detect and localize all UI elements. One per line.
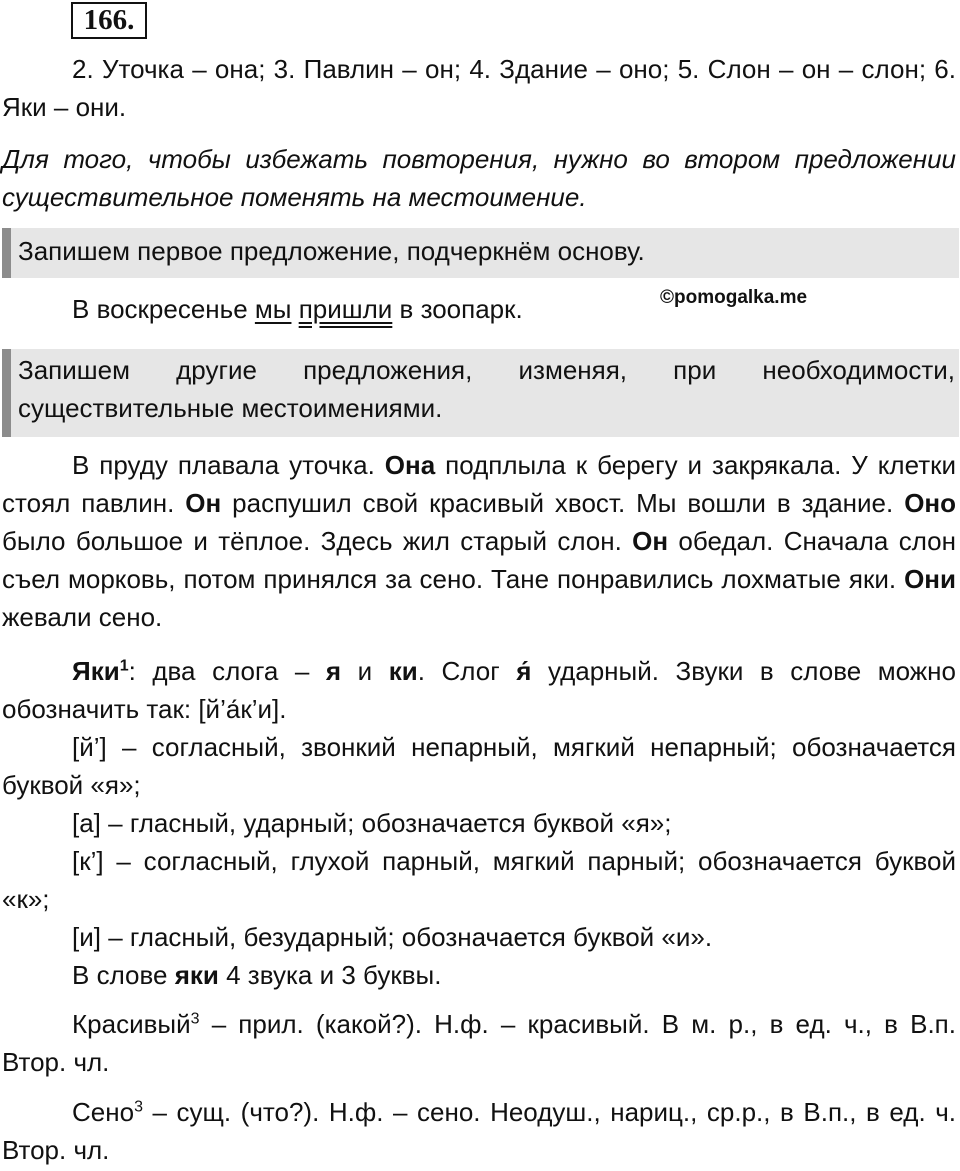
- sentence-subject: мы: [254, 294, 292, 324]
- watermark: ©pomogalka.me: [660, 287, 808, 308]
- phonetic-text: : два слога –: [128, 656, 326, 686]
- footnote-mark: 3: [190, 1010, 200, 1028]
- morph-text: – прил. (какой?). Н.ф. – красивый. В м. р., в ед. ч., в В.п. Втор. чл.: [2, 1009, 956, 1077]
- summary-text: В слове: [72, 960, 175, 990]
- sound-summary: [2, 956, 956, 994]
- story-text: было большое и тёплое. Здесь жил старый слон.: [2, 526, 633, 556]
- sentence-space: [291, 294, 298, 324]
- exercise-number: 166.: [71, 2, 147, 39]
- phonetic-text: . Слог: [417, 656, 517, 686]
- story-paragraph: [2, 446, 956, 636]
- phonetic-text: и: [341, 656, 389, 686]
- summary-word: яки: [174, 960, 219, 990]
- phonetic-word: Яки: [72, 656, 120, 686]
- story-text: распушил свой красивый хвост. Мы вошли в здание.: [221, 488, 905, 518]
- phonetic-text: ударный. Звуки в слове можно обозначить так: [й’а́к’и].: [2, 656, 956, 724]
- pronoun: Они: [904, 564, 956, 594]
- sentence-after: в зоопарк.: [392, 294, 523, 324]
- footnote-mark: 1: [119, 657, 129, 675]
- sound-item: [й’] – согласный, звонкий непарный, мягкий непарный; обозначается буквой «я»;: [2, 732, 956, 800]
- morph-word: Красивый: [72, 1009, 191, 1039]
- morph-text: – сущ. (что?). Н.ф. – сено. Неодуш., нариц., ср.р., в В.п., в ед. ч. Втор. чл.: [2, 1097, 956, 1165]
- syllable: я́: [516, 656, 532, 686]
- task-box-1: [2, 228, 959, 278]
- sentence-before: В воскресенье: [72, 294, 255, 324]
- morph-list: [2, 1005, 956, 1169]
- explanation: Для того, чтобы избежать повторения, нужно во втором предложении существительное поменять на местоимение.: [2, 144, 956, 212]
- story-text: жевали сено.: [2, 602, 163, 632]
- syllable: я: [325, 656, 342, 686]
- morph-item: [2, 1093, 956, 1169]
- pronoun: Оно: [904, 488, 956, 518]
- answers-line: 2. Уточка – она; 3. Павлин – он; 4. Здание – оно; 5. Слон – он – слон; 6. Яки – они.: [2, 54, 956, 122]
- sentence-predicate: пришли: [298, 294, 393, 324]
- story-text: В пруду плавала уточка.: [72, 450, 385, 480]
- sound-list: [2, 728, 956, 994]
- story-text: обедал. Сначала слон съел морковь, потом принялся за сено. Тане понравились лохматые яки.: [2, 526, 956, 594]
- pronoun: Он: [632, 526, 669, 556]
- syllable: ки: [388, 656, 418, 686]
- sound-item: [а] – гласный, ударный; обозначается буквой «я»;: [72, 808, 672, 838]
- phonetic-intro: [2, 652, 956, 728]
- summary-text: 4 звука и 3 буквы.: [218, 960, 442, 990]
- task-box-2: [2, 349, 959, 437]
- sound-item: [и] – гласный, безударный; обозначается буквой «и».: [72, 922, 713, 952]
- story-text: подплыла к берегу и закрякала. У клетки стоял павлин.: [2, 450, 957, 518]
- pronoun: Он: [185, 488, 222, 518]
- sound-item: [к’] – согласный, глухой парный, мягкий парный; обозначается буквой «к»;: [2, 846, 956, 914]
- task-1-text: Запишем первое предложение, подчеркнём основу.: [18, 236, 645, 266]
- morph-item: [2, 1005, 956, 1081]
- morph-word: Сено: [72, 1097, 135, 1127]
- pronoun: Она: [384, 450, 436, 480]
- first-sentence: [72, 290, 672, 328]
- task-2-text: Запишем другие предложения, изменяя, при необходимости, существительные местоимениями.: [18, 355, 955, 423]
- footnote-mark: 3: [134, 1098, 143, 1116]
